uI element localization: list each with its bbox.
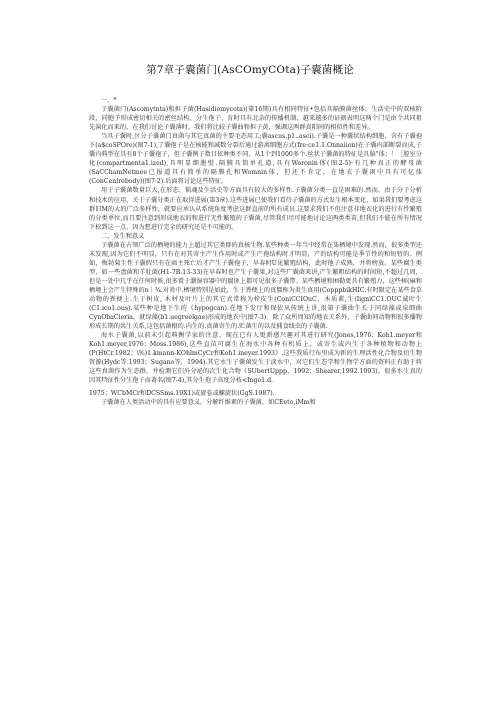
paragraph: 海水子囊菌,以前未引起典衡学家的注意，现在已有人更新感兴趣对其进行研究(Jones,1976；Koh1.meyer和Koh1.meyer,1976；Moss.1986),这些直苗可腐生在海水中各种有机质上，或寄生或内生于各种植物和动物上(P(HtCr.1982；\%)1.kmann-KOhlmCyCr和Koh1.ineyer.1993》.这些我质行布里成为新的生理活性化合物及衍生物资源(Hydc等.1993；Sugano等，1994).其它水生子囊菌发生于淡水中，对它们生态学和生物学方面的资料正有助于将这些真菌作为生态群，并检测它们外分泌的次生化合物《SUbertUppp，1992；Shearer,1992.1993)。很多水生真的因其特征性分生孢子而著名(图7-4),其分生孢子高度分枝<Ingo1.d.: [89, 332, 422, 385]
paragraph: 用于子囊菌数量巨大,在形态、韬魂及生活史等方面具有较大的多样性.子囊菌分类一直是困难的.然而，由于分子分析和技术的应用，关于子囊分类正在取得进展(第3章).这些进展已使我们看待子囊菌的方式发生根本变化，如果我们要考虑这群旧M的大的广泛多样性，就要应承认从系统角度考虑这群直前的所有成员.这要求我们不但注意非地衣化的进行有性繁殖的分类单位,而且要注意到形成地衣的和进行无性繁殖的子囊菌,尽管我们尽可能地讨论这两类类苗,但我们不能在所有情况下松到这一点，因为想进行完全的研究还是不可能的。: [89, 187, 422, 231]
section-heading-2: 二、发生和意义: [101, 232, 145, 240]
chapter-title: 第7章子囊菌门(AsCOmyCOta)子囊菌概论: [146, 64, 354, 76]
citation-line: 1975；WCbMCr和DCSSms.19X1)或旋卷或螺旋状(GgS.1987).: [89, 389, 275, 397]
document-body: [89, 96, 422, 407]
paragraph: 当具子囊时,区分子囊菌门真菌与其它真菌的主要毛态用工;囊ascus.p1..asci).子囊是一种囊状结构细胞，含有子囊孢下(a$coSPOre)(图7-1),了囊孢子是在核能和减数分裂后通过游离细胞方式(fre·ce1.1.Onnaiion)在子囊内部断裂而成,子囊内典型在具有8个子囊孢子，但子囊例子数目依种类不同，从1个到1000多个.丝状子囊菌的特征是具脑"体；！［腔室分化(compartmenta1.ized),具明显细胞壁.隔膜具简单孔道,具有Woronin体(图2-5)·有几种真正的酵母菌(SaCChamNetmee已报道具有简单的隔膜孔和Womnin体，但还不肯定，在地衣子囊闲中具有可亿体(ConCenlrebody)(图7·2).后面将讨论这些特征。: [89, 133, 422, 186]
paragraph: 子囊菌在占领广泛的栖境的能力上超过其它类群的真核生物.某些种类一年当中经常在柒栖境中发现.然而，很多类型还未发现,因为它们不明显，只有在对其寄主产生作用时或产生产孢结构时才明显，产的结构可能是季节性的和短暂的。例如，梅勃菊生性子囊假只有在商主死亡后才产生子囊孢子，早春时U见繁殖结构，此时他子成熟，并将榜放。某些腐生类型，如一些盘菌和羊肚菌(H1-7B.13-33)在早春时也产生子囊果,对这些广囊菌来讲,产生繁粗结构的时间短,不超过几周，但是一处中几乎在任何时候,很多置于潮湿容器中的腐匪上都可见很多子囊带。某些栖境和困勒更具有繁殖力，这些树(麻和栖境上会产生特殊的n｜¾.对炎中.栖境特别是如此，生于粪便上的真僵称为炎生真用(CopppbikHIC.有时限定在某些食草动物的粪便上.生于树皮, 木材及叶片上的其它式常称为栓皮生(ConiCCIOuC、木质素,生(IigniCC1.OUC诚叶生(C1.ico1.ous).某些种是地下生的《hypogcan).在地下发厅和保依从传统上讲,很第子囊曲生长于同绿藻或泉细曲CynObaCieria，就绿藻(b1.uegreelgae)形成的地衣中(图7-3)．除了众所周知的地衣关系外，子囊曲同动物和很多播物形成长期的共生关系,这包括菌根的.内生的.真菌寄生的.贮菌生的以及捕食线虫的子囊菌.: [89, 241, 422, 331]
paragraph: 子囊菌在人类活动中的具有应要意义，分解纤维素的子囊菌，如CEeto,iMm和: [101, 398, 316, 406]
paragraph: 子囊菌门(Ascomytnta)和担子菌(Hasidiomycota)(第16期)具有相同特征•包括具隔膜菌丝体、生活史中的双核阶段，同胞予形成密切相关的密丝结构、分生孢子、育时具有北杂的传播机制，越来越多的证据表明这两个门是由个共同祖先演化而来的，在我们讨论子囊薄时，我们将比较子囊曲和担子黄，强调这两群真阳间的相似性和差异。: [89, 106, 422, 132]
section-heading-1: 一、*: [101, 97, 117, 104]
